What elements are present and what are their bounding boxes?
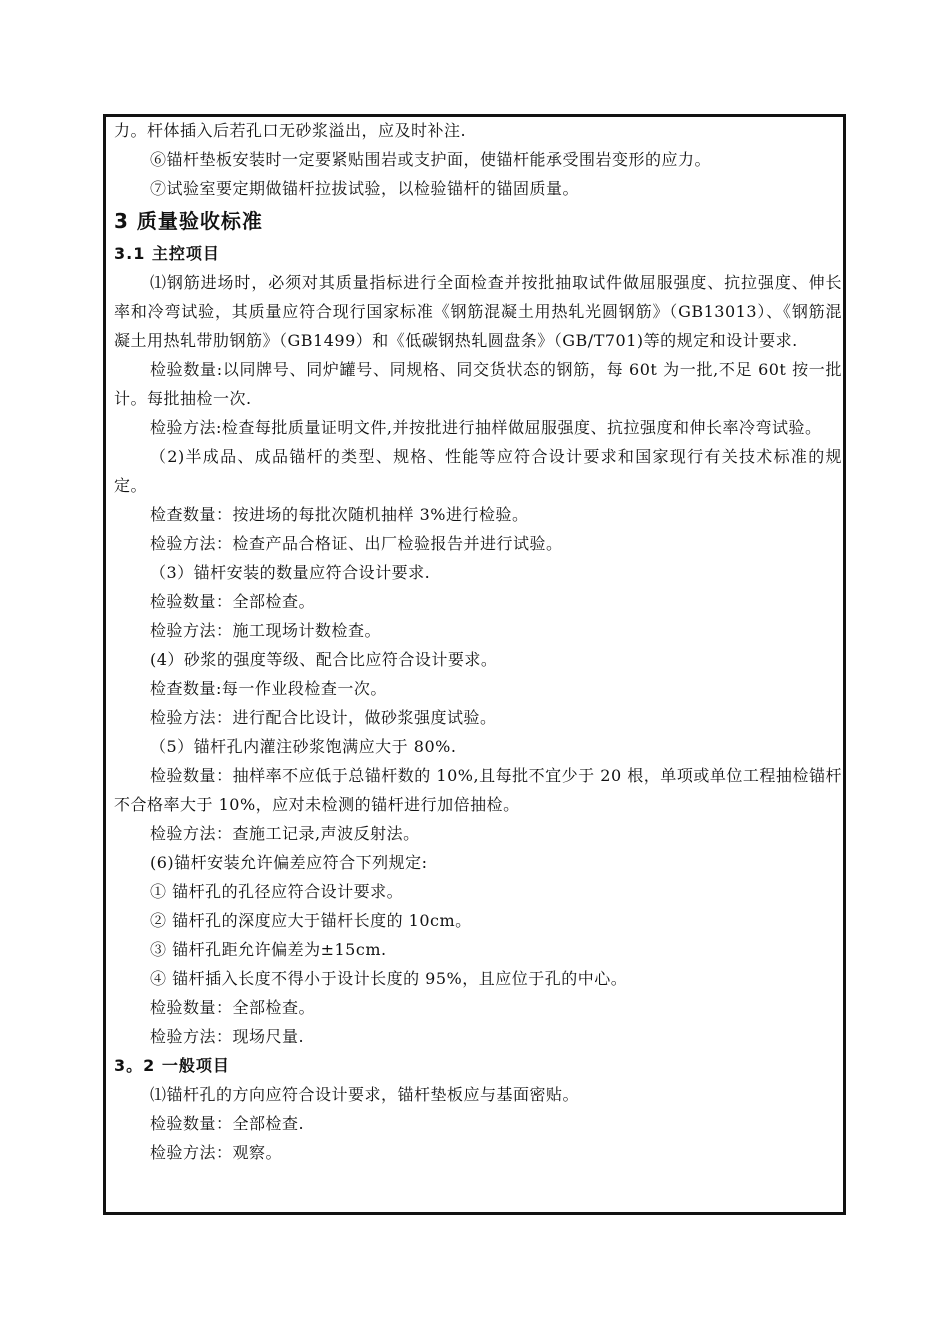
paragraph-continuation: 力。杆体插入后若孔口无砂浆溢出，应及时补注. bbox=[114, 121, 467, 140]
paragraph-main-5-quantity: 检验数量：抽样率不应低于总锚杆数的 10%,且每批不宜少于 20 根，单项或单位工程抽检锚杆不合格率大于 10%，应对未检测的锚杆进行加倍抽检。 bbox=[114, 766, 842, 814]
paragraph-general-1-method: 检验方法：观察。 bbox=[150, 1143, 283, 1162]
paragraph-main-3: （3）锚杆安装的数量应符合设计要求. bbox=[150, 563, 431, 582]
paragraph-main-2: （2)半成品、成品锚杆的类型、规格、性能等应符合设计要求和国家现行有关技术标准的规定。 bbox=[114, 447, 842, 495]
subsection-heading-3-2: 3。2 一般项目 bbox=[114, 1056, 230, 1075]
paragraph-main-6-item-3: ③ 锚杆孔距允许偏差为±15cm. bbox=[150, 940, 387, 959]
paragraph-item-7: ⑦试验室要定期做锚杆拉拔试验，以检验锚杆的锚固质量。 bbox=[150, 179, 580, 198]
paragraph-main-3-method: 检验方法：施工现场计数检查。 bbox=[150, 621, 382, 640]
section-heading-3: 3 质量验收标准 bbox=[114, 209, 263, 233]
paragraph-main-2-quantity: 检查数量：按进场的每批次随机抽样 3%进行检验。 bbox=[150, 505, 529, 524]
document-body bbox=[114, 116, 842, 1167]
paragraph-main-6-item-2: ② 锚杆孔的深度应大于锚杆长度的 10cm。 bbox=[150, 911, 472, 930]
subsection-heading-3-1: 3.1 主控项目 bbox=[114, 244, 220, 263]
paragraph-main-6-method: 检验方法：现场尺量. bbox=[150, 1027, 305, 1046]
paragraph-main-4: (4）砂浆的强度等级、配合比应符合设计要求。 bbox=[150, 650, 498, 669]
paragraph-main-4-quantity: 检查数量:每一作业段检查一次。 bbox=[150, 679, 387, 698]
paragraph-main-5-method: 检验方法：查施工记录,声波反射法。 bbox=[150, 824, 420, 843]
paragraph-main-1-quantity: 检验数量:以同牌号、同炉罐号、同规格、同交货状态的钢筋，每 60t 为一批,不足 60t 按一批计。每批抽检一次. bbox=[114, 360, 842, 408]
paragraph-main-3-quantity: 检验数量：全部检查。 bbox=[150, 592, 316, 611]
paragraph-main-1-method: 检验方法:检查每批质量证明文件,并按批进行抽样做屈服强度、抗拉强度和伸长率冷弯试验。 bbox=[150, 418, 822, 437]
paragraph-main-1: ⑴钢筋进场时，必须对其质量指标进行全面检查并按批抽取试件做屈服强度、抗拉强度、伸长率和冷弯试验，其质量应符合现行国家标准《钢筋混凝土用热轧光圆钢筋》（GB13013）、《钢筋混凝土用热轧带肋钢筋》（GB1499）和《低碳钢热轧圆盘条》（GB/T701)等的规定和设计要求. bbox=[114, 273, 842, 350]
paragraph-main-6-quantity: 检验数量：全部检查。 bbox=[150, 998, 316, 1017]
paragraph-item-6: ⑥锚杆垫板安装时一定要紧贴围岩或支护面，使锚杆能承受围岩变形的应力。 bbox=[150, 150, 712, 169]
paragraph-main-6-item-4: ④ 锚杆插入长度不得小于设计长度的 95%，且应位于孔的中心。 bbox=[150, 969, 628, 988]
paragraph-main-6: (6)锚杆安装允许偏差应符合下列规定: bbox=[150, 853, 428, 872]
paragraph-main-5: （5）锚杆孔内灌注砂浆饱满应大于 80%. bbox=[150, 737, 457, 756]
paragraph-main-2-method: 检验方法：检查产品合格证、出厂检验报告并进行试验。 bbox=[150, 534, 563, 553]
paragraph-general-1-quantity: 检验数量：全部检查. bbox=[150, 1114, 305, 1133]
paragraph-main-6-item-1: ① 锚杆孔的孔径应符合设计要求。 bbox=[150, 882, 404, 901]
paragraph-main-4-method: 检验方法：进行配合比设计，做砂浆强度试验。 bbox=[150, 708, 497, 727]
paragraph-general-1: ⑴锚杆孔的方向应符合设计要求，锚杆垫板应与基面密贴。 bbox=[150, 1085, 580, 1104]
